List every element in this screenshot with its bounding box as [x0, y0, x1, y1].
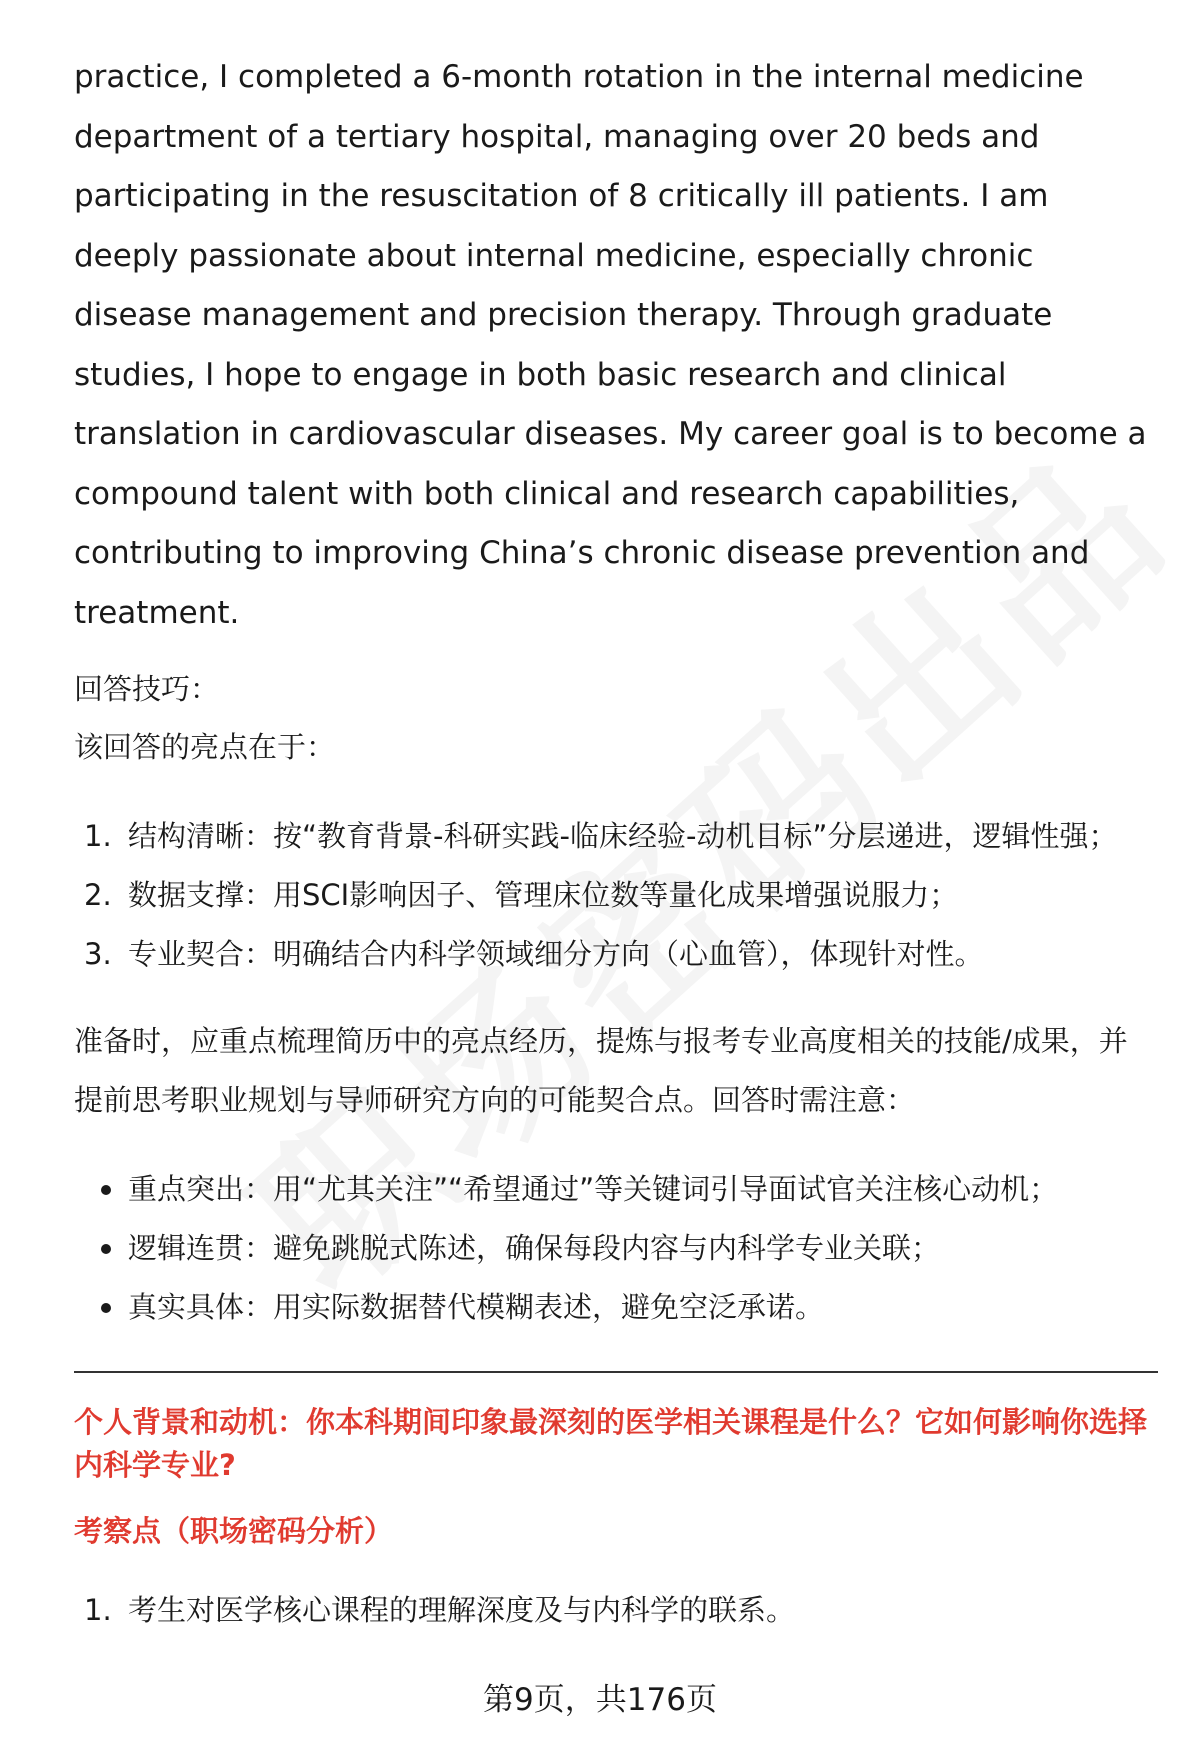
tips-intro: 该回答的亮点在于：	[74, 730, 336, 764]
bullet-icon	[101, 1244, 111, 1254]
list-text: 数据支撑：用SCI影响因子、管理床位数等量化成果增强说服力；	[128, 878, 959, 912]
document-page	[74, 48, 1154, 1640]
tips-title: 回答技巧：	[74, 672, 220, 706]
list-item	[74, 1581, 1154, 1640]
page-footer: 第9页，共176页	[483, 1682, 717, 1718]
list-text: 真实具体：用实际数据替代模糊表述，避免空泛承诺。	[128, 1290, 825, 1324]
list-item	[74, 925, 1154, 984]
list-text: 重点突出：用“尤其关注”“希望通过”等关键词引导面试官关注核心动机；	[128, 1172, 1059, 1206]
list-number: 1.	[84, 1593, 112, 1627]
reminders-list	[74, 1160, 1154, 1337]
list-item	[74, 1278, 1154, 1337]
list-text: 结构清晰：按“教育背景-科研实践-临床经验-动机目标”分层递进，逻辑性强；	[128, 819, 1118, 853]
points-list	[74, 1581, 1154, 1640]
list-text: 专业契合：明确结合内科学领域细分方向（心血管），体现针对性。	[128, 937, 984, 971]
list-item	[74, 1219, 1154, 1278]
body-paragraph: practice, I completed a 6-month rotation in the internal medicine department of a tertiary hospital, managing over 20 beds and participating in the resuscitation of 8 critically ill patients. I am deeply passionate about internal medicine, especially chronic disease management and precision therapy. Through graduate studies, I hope to engage in both basic research and clinical translation in cardiovascular diseases. My career goal is to become a compound talent with both clinical and research capabilities, contributing to improving China’s chronic disease prevention and treatment.	[74, 59, 1147, 631]
question-subtitle: 考察点（职场密码分析）	[74, 1514, 394, 1548]
preparation-paragraph: 准备时，应重点梳理简历中的亮点经历，提炼与报考专业高度相关的技能/成果，并提前思考职业规划与导师研究方向的可能契合点。回答时需注意：	[74, 1024, 1128, 1117]
list-item	[74, 1160, 1154, 1219]
list-text: 逻辑连贯：避免跳脱式陈述，确保每段内容与内科学专业关联；	[128, 1231, 941, 1265]
list-item	[74, 866, 1154, 925]
list-number: 2.	[84, 878, 112, 912]
section-divider	[74, 1371, 1158, 1373]
list-number: 3.	[84, 937, 112, 971]
bullet-icon	[101, 1303, 111, 1313]
list-number: 1.	[84, 819, 112, 853]
list-item	[74, 807, 1154, 866]
highlights-list	[74, 807, 1154, 984]
list-text: 考生对医学核心课程的理解深度及与内科学的联系。	[128, 1593, 796, 1627]
bullet-icon	[101, 1185, 111, 1195]
question-title: 个人背景和动机：你本科期间印象最深刻的医学相关课程是什么？它如何影响你选择内科学专业?	[74, 1405, 1148, 1482]
